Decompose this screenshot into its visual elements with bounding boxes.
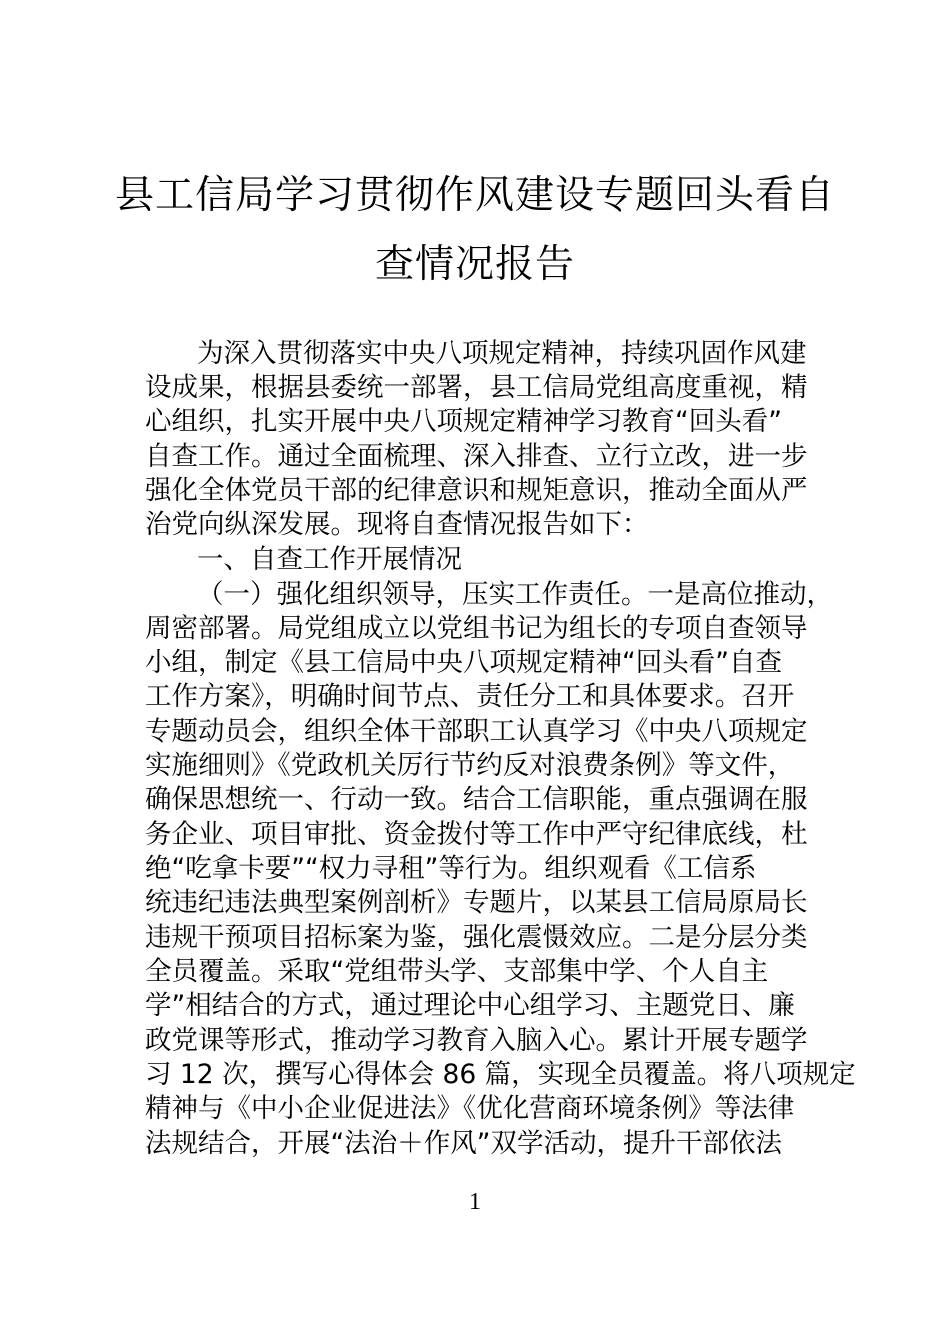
body-line: 实施细则》《党政机关厉行节约反对浪费条例》等文件， [145,750,795,781]
body-line: 专题动员会，组织全体干部职工认真学习《中央八项规定 [145,716,808,747]
body-line: 统违纪违法典型案例剖析》专题片，以某县工信局原局长 [145,887,808,918]
body-line: 心组织，扎实开展中央八项规定精神学习教育“回头看” [145,406,782,437]
body-line: 周密部署。局党组成立以党组书记为组长的专项自查领导 [145,613,808,644]
body-line: 全员覆盖。采取“党组带头学、支部集中学、个人自主 [145,956,769,987]
page-number: 1 [469,1189,481,1215]
body-line: 设成果，根据县委统一部署，县工信局党组高度重视，精 [145,372,808,403]
body-line: 治党向纵深发展。现将自查情况报告如下： [145,509,649,540]
body-line: 违规干预项目招标案为鉴，强化震慑效应。二是分层分类 [145,922,808,953]
body-line: 绝“吃拿卡要”“权力寻租”等行为。组织观看《工信系 [145,853,757,884]
section-heading: 一、自查工作开展情况 [197,544,462,575]
body-line: 习 12 次，撰写心得体会 86 篇，实现全员覆盖。将八项规定 [145,1059,856,1090]
body-line: 精神与《中小企业促进法》《优化营商环境条例》等法律 [145,1093,795,1124]
document-title-line-1: 县工信局学习贯彻作风建设专题回头看自 [114,173,835,218]
document-title-line-2: 查情况报告 [374,242,575,287]
body-line: 政党课等形式，推动学习教育入脑入心。累计开展专题学 [145,1025,808,1056]
body-line: （一）强化组织领导，压实工作责任。一是高位推动， [197,579,833,610]
body-line: 学”相结合的方式，通过理论中心组学习、主题党日、廉 [145,990,795,1021]
body-line: 工作方案》，明确时间节点、责任分工和具体要求。召开 [145,681,795,712]
body-line: 为深入贯彻落实中央八项规定精神，持续巩固作风建 [197,338,807,369]
body-line: 强化全体党员干部的纪律意识和规矩意识，推动全面从严 [145,475,808,506]
body-line: 确保思想统一、行动一致。结合工信职能，重点强调在服 [145,784,808,815]
body-line: 务企业、项目审批、资金拨付等工作中严守纪律底线，杜 [145,819,808,850]
body-line: 法规结合，开展“法治＋作风”双学活动，提升干部依法 [145,1128,782,1159]
body-line: 小组，制定《县工信局中央八项规定精神“回头看”自查 [145,647,782,678]
body-line: 自查工作。通过全面梳理、深入排查、立行立改，进一步 [145,441,808,472]
